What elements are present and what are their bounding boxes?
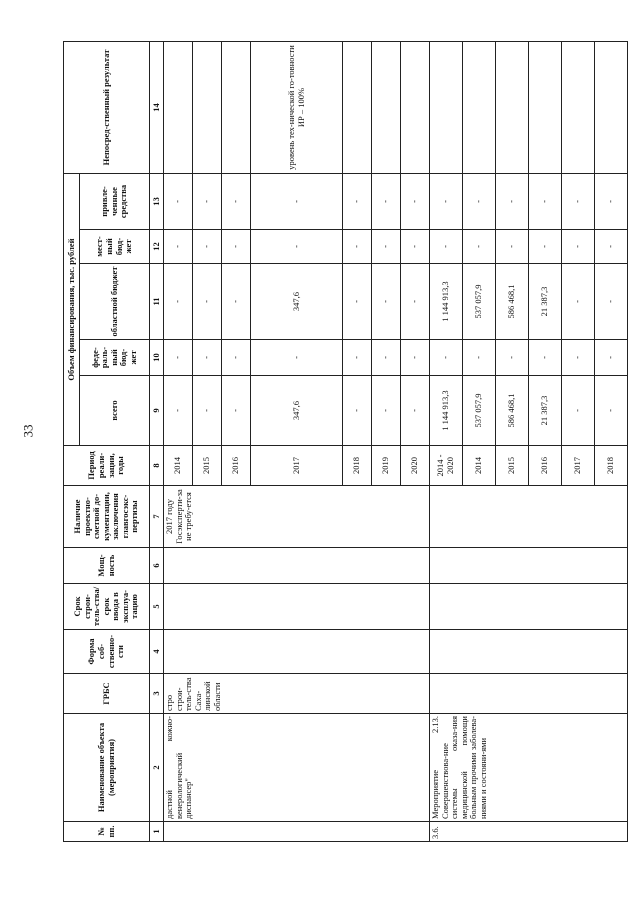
cell-federal: - [251, 340, 343, 376]
cell-federal: - [164, 340, 193, 376]
cell-local: - [251, 230, 343, 264]
cell-year: 2016 [529, 446, 562, 486]
cell-regional: - [401, 264, 430, 340]
cell-federal: - [430, 340, 463, 376]
col-number: 2 [150, 714, 164, 822]
cell-regional: - [164, 264, 193, 340]
cell-num: 3.6. [430, 822, 628, 842]
cell-result: уровень тех-нической го-товности ИР – 100% [251, 42, 343, 174]
cell-result [430, 42, 463, 174]
cell-year: 2015 [193, 446, 222, 486]
cell-federal: - [562, 340, 595, 376]
cell-term [430, 584, 628, 630]
cell-total: - [401, 376, 430, 446]
cell-attracted: - [193, 174, 222, 230]
funding-table [63, 41, 628, 842]
cell-attracted: - [595, 174, 628, 230]
cell-local: - [595, 230, 628, 264]
cell-total: - [372, 376, 401, 446]
cell-attracted: - [222, 174, 251, 230]
cell-year: 2017 [562, 446, 595, 486]
header-grbs: ГРБС [64, 674, 150, 714]
cell-federal: - [222, 340, 251, 376]
header-total: всего [80, 376, 150, 446]
cell-total: 586 468,1 [496, 376, 529, 446]
cell-local: - [562, 230, 595, 264]
cell-result [529, 42, 562, 174]
header-result: Непосред-ственный результат [64, 42, 150, 174]
col-number: 13 [150, 174, 164, 230]
cell-total: 1 144 913,3 [430, 376, 463, 446]
cell-attracted: - [251, 174, 343, 230]
cell-result [164, 42, 193, 174]
header-local: мест-ный бюд-жет [80, 230, 150, 264]
cell-year: 2015 [496, 446, 529, 486]
cell-regional: 21 387,3 [529, 264, 562, 340]
cell-federal: - [496, 340, 529, 376]
cell-local: - [496, 230, 529, 264]
cell-attracted: - [562, 174, 595, 230]
cell-regional: - [372, 264, 401, 340]
cell-grbs [430, 674, 628, 714]
header-num: № пп. [64, 822, 150, 842]
header-period: Период реали-зации, годы [64, 446, 150, 486]
cell-year: 2014 [463, 446, 496, 486]
cell-local: - [164, 230, 193, 264]
cell-federal: - [529, 340, 562, 376]
cell-year: 2020 [401, 446, 430, 486]
cell-power [164, 548, 430, 584]
cell-term [164, 584, 430, 630]
cell-year: 2017 [251, 446, 343, 486]
cell-federal: - [595, 340, 628, 376]
header-regional: областной бюджет [80, 264, 150, 340]
header-term: Срок строи-тель-ства/срок ввода в эксплуа-тацию [64, 584, 150, 630]
cell-attracted: - [529, 174, 562, 230]
cell-local: - [463, 230, 496, 264]
cell-result [372, 42, 401, 174]
col-number: 8 [150, 446, 164, 486]
cell-num [164, 822, 430, 842]
cell-result [562, 42, 595, 174]
cell-federal: - [343, 340, 372, 376]
cell-result [595, 42, 628, 174]
col-number: 14 [150, 42, 164, 174]
header-attracted: привле-ченные средства [80, 174, 150, 230]
table-row [164, 42, 193, 842]
table-row [430, 42, 463, 842]
cell-docs: 2017 году Госэксперти-за не требу-ется [164, 486, 430, 548]
cell-attracted: - [430, 174, 463, 230]
cell-local: - [529, 230, 562, 264]
col-number: 11 [150, 264, 164, 340]
cell-grbs: стро строи-тель-ства Саха-линской области [164, 674, 430, 714]
cell-total: - [222, 376, 251, 446]
cell-federal: - [193, 340, 222, 376]
cell-total: 537 057,9 [463, 376, 496, 446]
cell-form [164, 630, 430, 674]
cell-year: 2014 - 2020 [430, 446, 463, 486]
header-federal: феде-раль-ный бюд-жет [80, 340, 150, 376]
cell-regional: 1 144 913,3 [430, 264, 463, 340]
cell-attracted: - [463, 174, 496, 230]
rotated-table-wrapper [63, 42, 616, 842]
cell-local: - [372, 230, 401, 264]
cell-total: - [164, 376, 193, 446]
cell-regional: 347,6 [251, 264, 343, 340]
cell-docs [430, 486, 628, 548]
col-number: 10 [150, 340, 164, 376]
cell-local: - [401, 230, 430, 264]
cell-result [463, 42, 496, 174]
col-number: 4 [150, 630, 164, 674]
cell-local: - [430, 230, 463, 264]
cell-attracted: - [164, 174, 193, 230]
cell-local: - [222, 230, 251, 264]
cell-regional: - [562, 264, 595, 340]
header-docs: Наличие проектно-сметной до-кументации, заключения главгосэкс-пертизы [64, 486, 150, 548]
header-row-top [64, 42, 80, 842]
column-number-row [150, 42, 164, 842]
cell-total: - [595, 376, 628, 446]
cell-attracted: - [372, 174, 401, 230]
cell-local: - [343, 230, 372, 264]
cell-year: 2016 [222, 446, 251, 486]
header-form: Форма соб-ственно-сти [64, 630, 150, 674]
cell-year: 2019 [372, 446, 401, 486]
cell-federal: - [463, 340, 496, 376]
cell-result [222, 42, 251, 174]
cell-regional: - [595, 264, 628, 340]
header-power: Мощ-ность [64, 548, 150, 584]
col-number: 7 [150, 486, 164, 548]
col-number: 12 [150, 230, 164, 264]
cell-attracted: - [343, 174, 372, 230]
cell-attracted: - [401, 174, 430, 230]
col-number: 5 [150, 584, 164, 630]
cell-year: 2014 [164, 446, 193, 486]
col-number: 6 [150, 548, 164, 584]
cell-form [430, 630, 628, 674]
cell-power [430, 548, 628, 584]
cell-name: Мероприятие 2.13. Совершенствова-ние системы оказа-ния медицинской помощи больным прочими заболева-ниями и состояни-ями [430, 714, 628, 822]
cell-total: - [343, 376, 372, 446]
cell-result [401, 42, 430, 174]
header-funding: Объем финансирования, тыс. рублей [64, 174, 80, 446]
cell-total: 347,6 [251, 376, 343, 446]
col-number: 3 [150, 674, 164, 714]
cell-regional: - [222, 264, 251, 340]
cell-name: дастной кожно-венерологический диспансер" [164, 714, 430, 822]
cell-regional: 586 468,1 [496, 264, 529, 340]
cell-regional: - [343, 264, 372, 340]
cell-result [496, 42, 529, 174]
header-name: Наименование объекта (мероприятия) [64, 714, 150, 822]
cell-year: 2018 [595, 446, 628, 486]
cell-attracted: - [496, 174, 529, 230]
cell-federal: - [401, 340, 430, 376]
col-number: 1 [150, 822, 164, 842]
page-number: 33 [20, 424, 36, 438]
cell-federal: - [372, 340, 401, 376]
cell-result [343, 42, 372, 174]
cell-regional: - [193, 264, 222, 340]
cell-total: - [193, 376, 222, 446]
cell-regional: 537 057,9 [463, 264, 496, 340]
cell-total: - [562, 376, 595, 446]
cell-local: - [193, 230, 222, 264]
cell-result [193, 42, 222, 174]
cell-year: 2018 [343, 446, 372, 486]
col-number: 9 [150, 376, 164, 446]
cell-total: 21 387,3 [529, 376, 562, 446]
